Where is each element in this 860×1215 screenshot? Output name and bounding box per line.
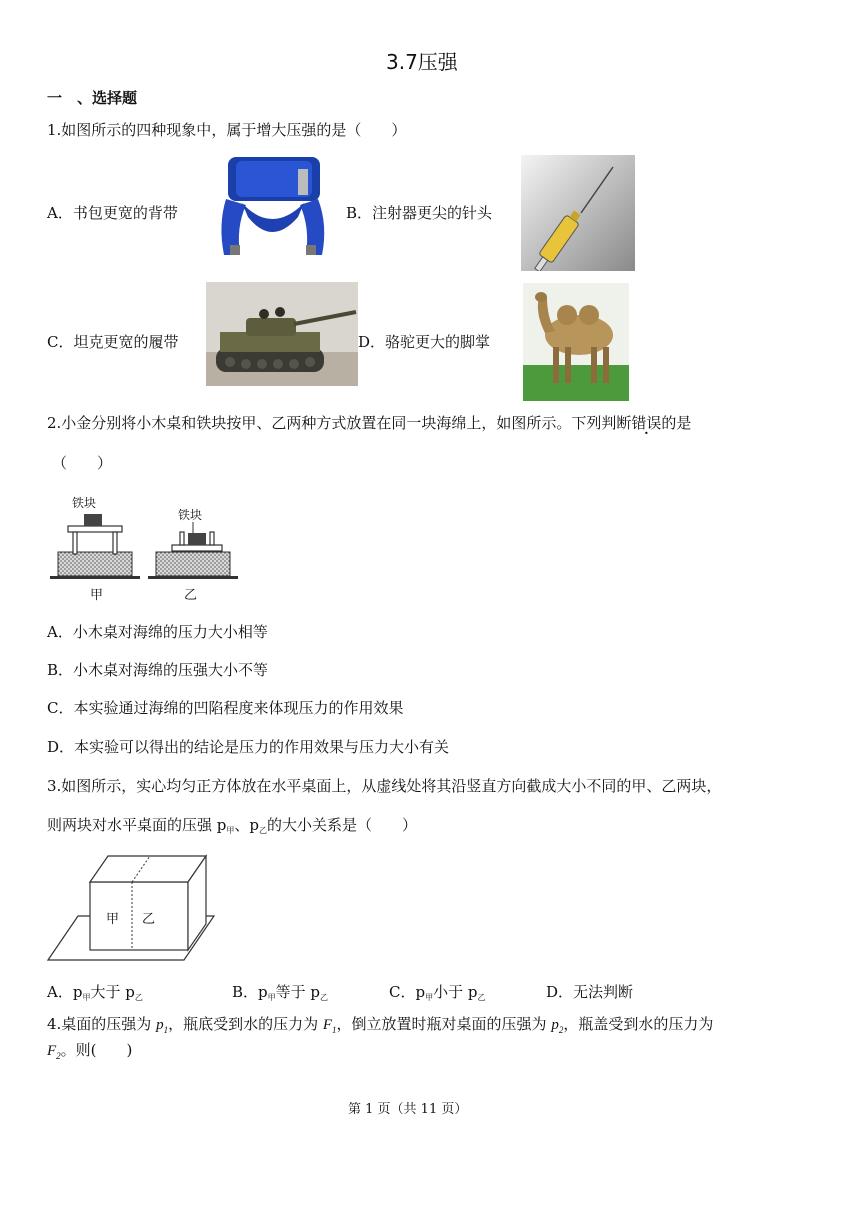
q2-option-d: D．本实验可以得出的结论是压力的作用效果与压力大小有关 — [47, 738, 450, 756]
q3-stem-line2 — [47, 815, 417, 841]
q3-option-c — [389, 982, 485, 1008]
q1-option-c: C．坦克更宽的履带 — [47, 333, 179, 351]
q1-option-a: A．书包更宽的背带 — [47, 204, 178, 222]
q3-optB-sub2: 乙 — [320, 993, 329, 1002]
q2-stem-part1: 2.小金分别将小木桌和铁块按甲、乙两种方式放置在同一块海绵上，如图所示。下列判断 — [47, 414, 632, 432]
syringe-image — [521, 155, 635, 271]
q3-optC-a: C．p — [389, 983, 426, 1001]
q3-fig-label-yi: 乙 — [142, 912, 156, 927]
q3-stem2-b: 、p — [234, 816, 259, 834]
q3-optA-sub2: 乙 — [134, 993, 143, 1002]
tank-image — [206, 282, 358, 386]
q3-fig-label-jia: 甲 — [106, 912, 120, 927]
q3-optA-b: 大于 p — [90, 983, 135, 1001]
q2-option-b: B．小木桌对海绵的压强大小不等 — [47, 661, 269, 679]
q3-optC-sub1: 甲 — [425, 993, 434, 1002]
q3-optC-b: 小于 p — [433, 983, 478, 1001]
q3-option-a — [47, 982, 143, 1008]
q2-fig-label-jia: 甲 — [90, 588, 104, 603]
q3-sub-jia: 甲 — [226, 826, 235, 835]
q2-fig-label-block-yi: 铁块 — [178, 508, 203, 522]
q3-optA-sub1: 甲 — [82, 993, 91, 1002]
q3-option-b — [232, 982, 328, 1008]
camel-image — [523, 283, 629, 401]
q3-cube-figure — [46, 852, 218, 964]
q3-sub-yi: 乙 — [258, 826, 267, 835]
backpack-image — [206, 155, 338, 261]
q3-optB-a: B．p — [232, 983, 268, 1001]
q3-optB-b: 等于 p — [275, 983, 321, 1001]
q2-answer-paren: （ ） — [52, 454, 113, 472]
q2-option-a: A．小木桌对海绵的压力大小相等 — [47, 623, 268, 641]
q3-optB-sub1: 甲 — [267, 993, 276, 1002]
q4-p2: $p_2$ — [551, 1017, 564, 1035]
q1-option-b: B．注射器更尖的针头 — [346, 204, 493, 222]
page-title: 3.7压强 — [386, 50, 458, 74]
q4-F1: $F_1$ — [322, 1017, 337, 1035]
q2-stem — [47, 413, 691, 433]
q4-text-e: 。则( ) — [60, 1041, 133, 1059]
q1-stem: 1.如图所示的四种现象中，属于增大压强的是（ ） — [47, 121, 407, 139]
q3-stem2-a: 则两块对水平桌面的压强 p — [47, 816, 227, 834]
q2-fig-label-yi: 乙 — [184, 588, 198, 603]
page-footer: 第 1 页（共 11 页） — [348, 1102, 468, 1117]
q2-option-c: C．本实验通过海绵的凹陷程度来体现压力的作用效果 — [47, 699, 404, 717]
q3-option-d: D．无法判断 — [546, 983, 634, 1001]
q3-stem-line1: 3.如图所示，实心均匀正方体放在水平桌面上，从虚线处将其沿竖直方向截成大小不同的甲、乙两块， — [47, 777, 722, 795]
q2-stem-part2: 的是 — [661, 414, 692, 432]
q2-fig-label-block-jia: 铁块 — [72, 496, 97, 510]
q3-stem2-c: 的大小关系是（ ） — [266, 816, 417, 834]
q4-text-d: ，瓶盖受到水的压力为 — [563, 1015, 714, 1033]
q4-line2 — [47, 1040, 132, 1066]
q4-text-a: 4.桌面的压强为 — [47, 1015, 157, 1033]
q4-p1: $p_1$ — [156, 1017, 169, 1035]
q4-text-b: ，瓶底受到水的压力为 — [168, 1015, 323, 1033]
q4-F2: $F_2$ — [47, 1043, 61, 1061]
q3-optA-a: A．p — [47, 983, 83, 1001]
q4-line1 — [47, 1014, 713, 1040]
section-heading: 一 、选择题 — [47, 89, 138, 107]
q2-figure — [48, 492, 238, 602]
q2-stem-emphasis: 错误 — [631, 414, 662, 432]
q4-text-c: ，倒立放置时瓶对桌面的压强为 — [336, 1015, 552, 1033]
q3-optC-sub2: 乙 — [477, 993, 486, 1002]
q1-option-d: D．骆驼更大的脚掌 — [358, 333, 491, 351]
